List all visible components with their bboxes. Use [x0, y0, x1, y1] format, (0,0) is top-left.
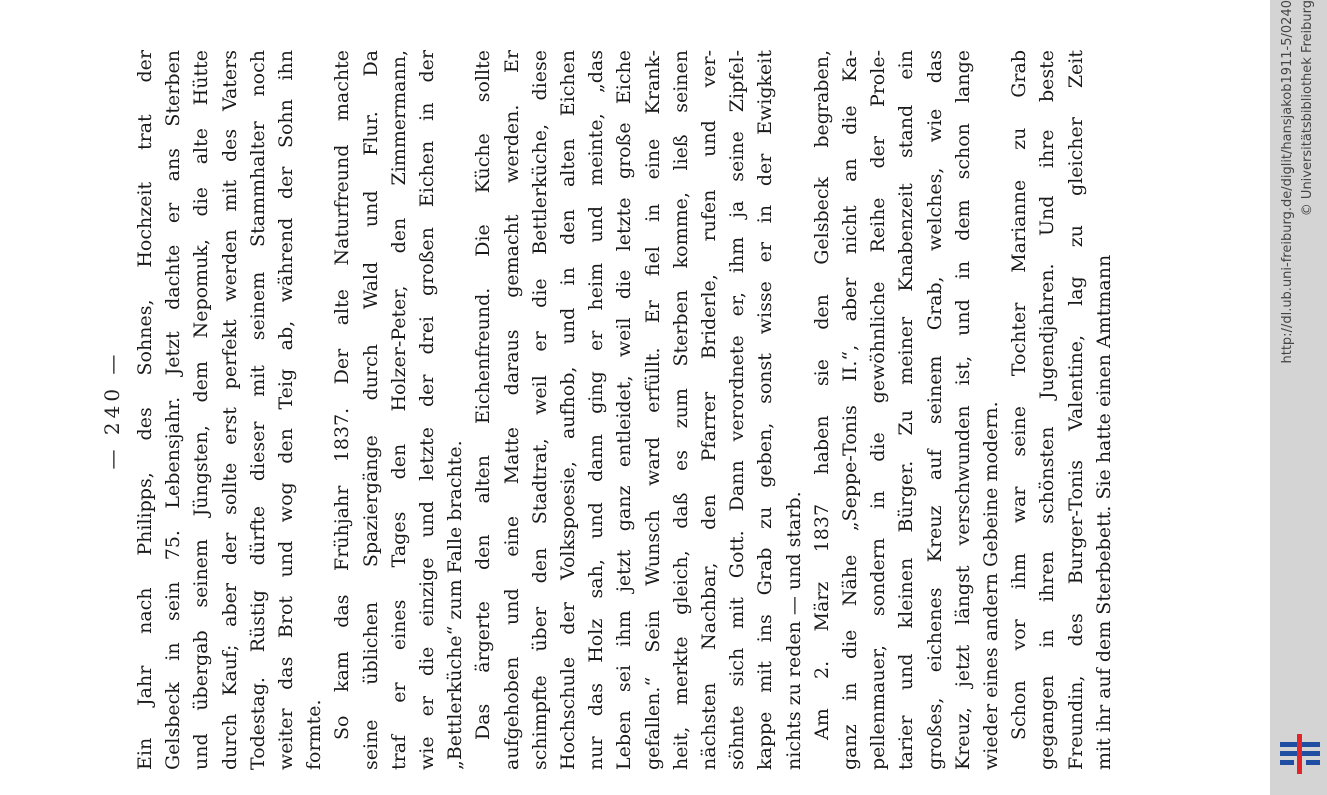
text-line: So kam das Frühjahr 1837. Der alte Naturfreund machte — [331, 50, 354, 740]
text-line: „Bettlerküche“ zum Falle brachte. — [444, 440, 467, 770]
text-line: seine üblichen Spaziergänge durch Wald und Flur. Da — [359, 50, 382, 770]
text-line: Hochschule der Volkspoesie, aufhob, und in den alten Eichen — [557, 50, 579, 770]
sidebar-caption — [1278, 0, 1318, 505]
text-line: gefallen.“ Sein Wunsch ward erfüllt. Er fiel in eine Krank- — [641, 50, 664, 770]
scanned-page — [90, 50, 1120, 770]
text-line: Leben sei ihm jetzt ganz entleidet, weil die letzte große Eiche — [613, 50, 636, 770]
text-line: großes, eichenes Kreuz auf seinem Grab, welches, wie das — [923, 50, 946, 770]
text-line: Todestag. Rüstig dürfte dieser mit seinem Stammhalter noch — [246, 50, 269, 770]
text-line: heit, merkte gleich, daß es zum Sterben komme, ließ seinen — [669, 50, 692, 770]
text-line: Kreuz, jetzt längst verschwunden ist, und in dem schon lange — [951, 50, 974, 770]
logo-bar-blue-4 — [1306, 760, 1320, 765]
text-line: und übergab seinem Jüngsten, dem Nepomuk, die alte Hütte — [190, 50, 213, 770]
text-line: durch Kauf; aber der sollte erst perfekt werden mit des Vaters — [218, 50, 241, 770]
text-line: schimpfte über den Stadtrat, weil er die Bettlerküche, diese — [528, 50, 551, 770]
text-line: mit ihr auf dem Sterbebett. Sie hatte einen Amtmann — [1092, 254, 1115, 770]
logo-bar-red — [1297, 734, 1302, 774]
text-line: nichts zu reden — und starb. — [782, 491, 805, 770]
text-line: Am 2. März 1837 haben sie den Gelsbeck begraben, — [810, 50, 833, 740]
text-line: pellenmauer, sondern in die gewöhnliche Reihe der Prole- — [867, 50, 890, 770]
text-line: weiter das Brot und wog den Teig ab, während der Sohn ihn — [275, 50, 297, 770]
page-number: — 240 — — [100, 350, 124, 470]
text-line: Das ärgerte den alten Eichenfreund. Die Küche sollte — [472, 50, 495, 740]
logo-bar-blue-3 — [1280, 760, 1294, 765]
text-line: wieder eines andern Gebeine modern. — [980, 401, 1002, 770]
text-line: formte. — [303, 699, 326, 770]
text-line: kappe mit ins Grab zu geben, sonst wisse er in der Ewigkeit — [754, 50, 777, 770]
ub-freiburg-logo-icon — [1280, 734, 1320, 774]
text-line: aufgehoben und eine Matte daraus gemacht werden. Er — [500, 50, 523, 770]
text-line: Gelsbeck in sein 75. Lebensjahr. Jetzt dachte er ans Sterben — [162, 50, 185, 770]
text-line: ganz in die Nähe „Seppe-Tonis II.“, aber nicht an die Ka- — [839, 50, 861, 770]
text-line: söhnte sich mit Gott. Dann verordnete er, ihm ja seine Zipfel- — [726, 50, 749, 770]
library-sidebar — [1270, 0, 1327, 795]
text-line: traf er eines Tages den Holzer-Peter, den Zimmermann, — [387, 50, 410, 770]
text-line: Freundin, des Burger-Tonis Valentine, lag zu gleicher Zeit — [1064, 50, 1087, 770]
text-line: Ein Jahr nach Philipps, des Sohnes, Hochzeit trat der — [134, 50, 156, 770]
text-line: Schon vor ihm war seine Tochter Marianne zu Grab — [1008, 50, 1031, 740]
text-line: wie er die einzige und letzte der drei großen Eichen in der — [416, 50, 438, 770]
text-line: tarier und kleinen Bürger. Zu meiner Knabenzeit stand ein — [895, 50, 918, 770]
copyright-notice: © Universitätsbibliothek Freiburg — [1300, 0, 1315, 217]
text-line: nächsten Nachbar, den Pfarrer Briderle, rufen und ver- — [698, 50, 720, 770]
text-line: gegangen in ihren schönsten Jugendjahren. Und ihre beste — [1036, 50, 1059, 770]
source-url[interactable]: http://dl.ub.uni-freiburg.de/diglit/hansjakob1911-5/0240 — [1280, 0, 1295, 364]
text-line: nur das Holz sah, und dann ging er heim und meinte, „das — [585, 50, 608, 770]
